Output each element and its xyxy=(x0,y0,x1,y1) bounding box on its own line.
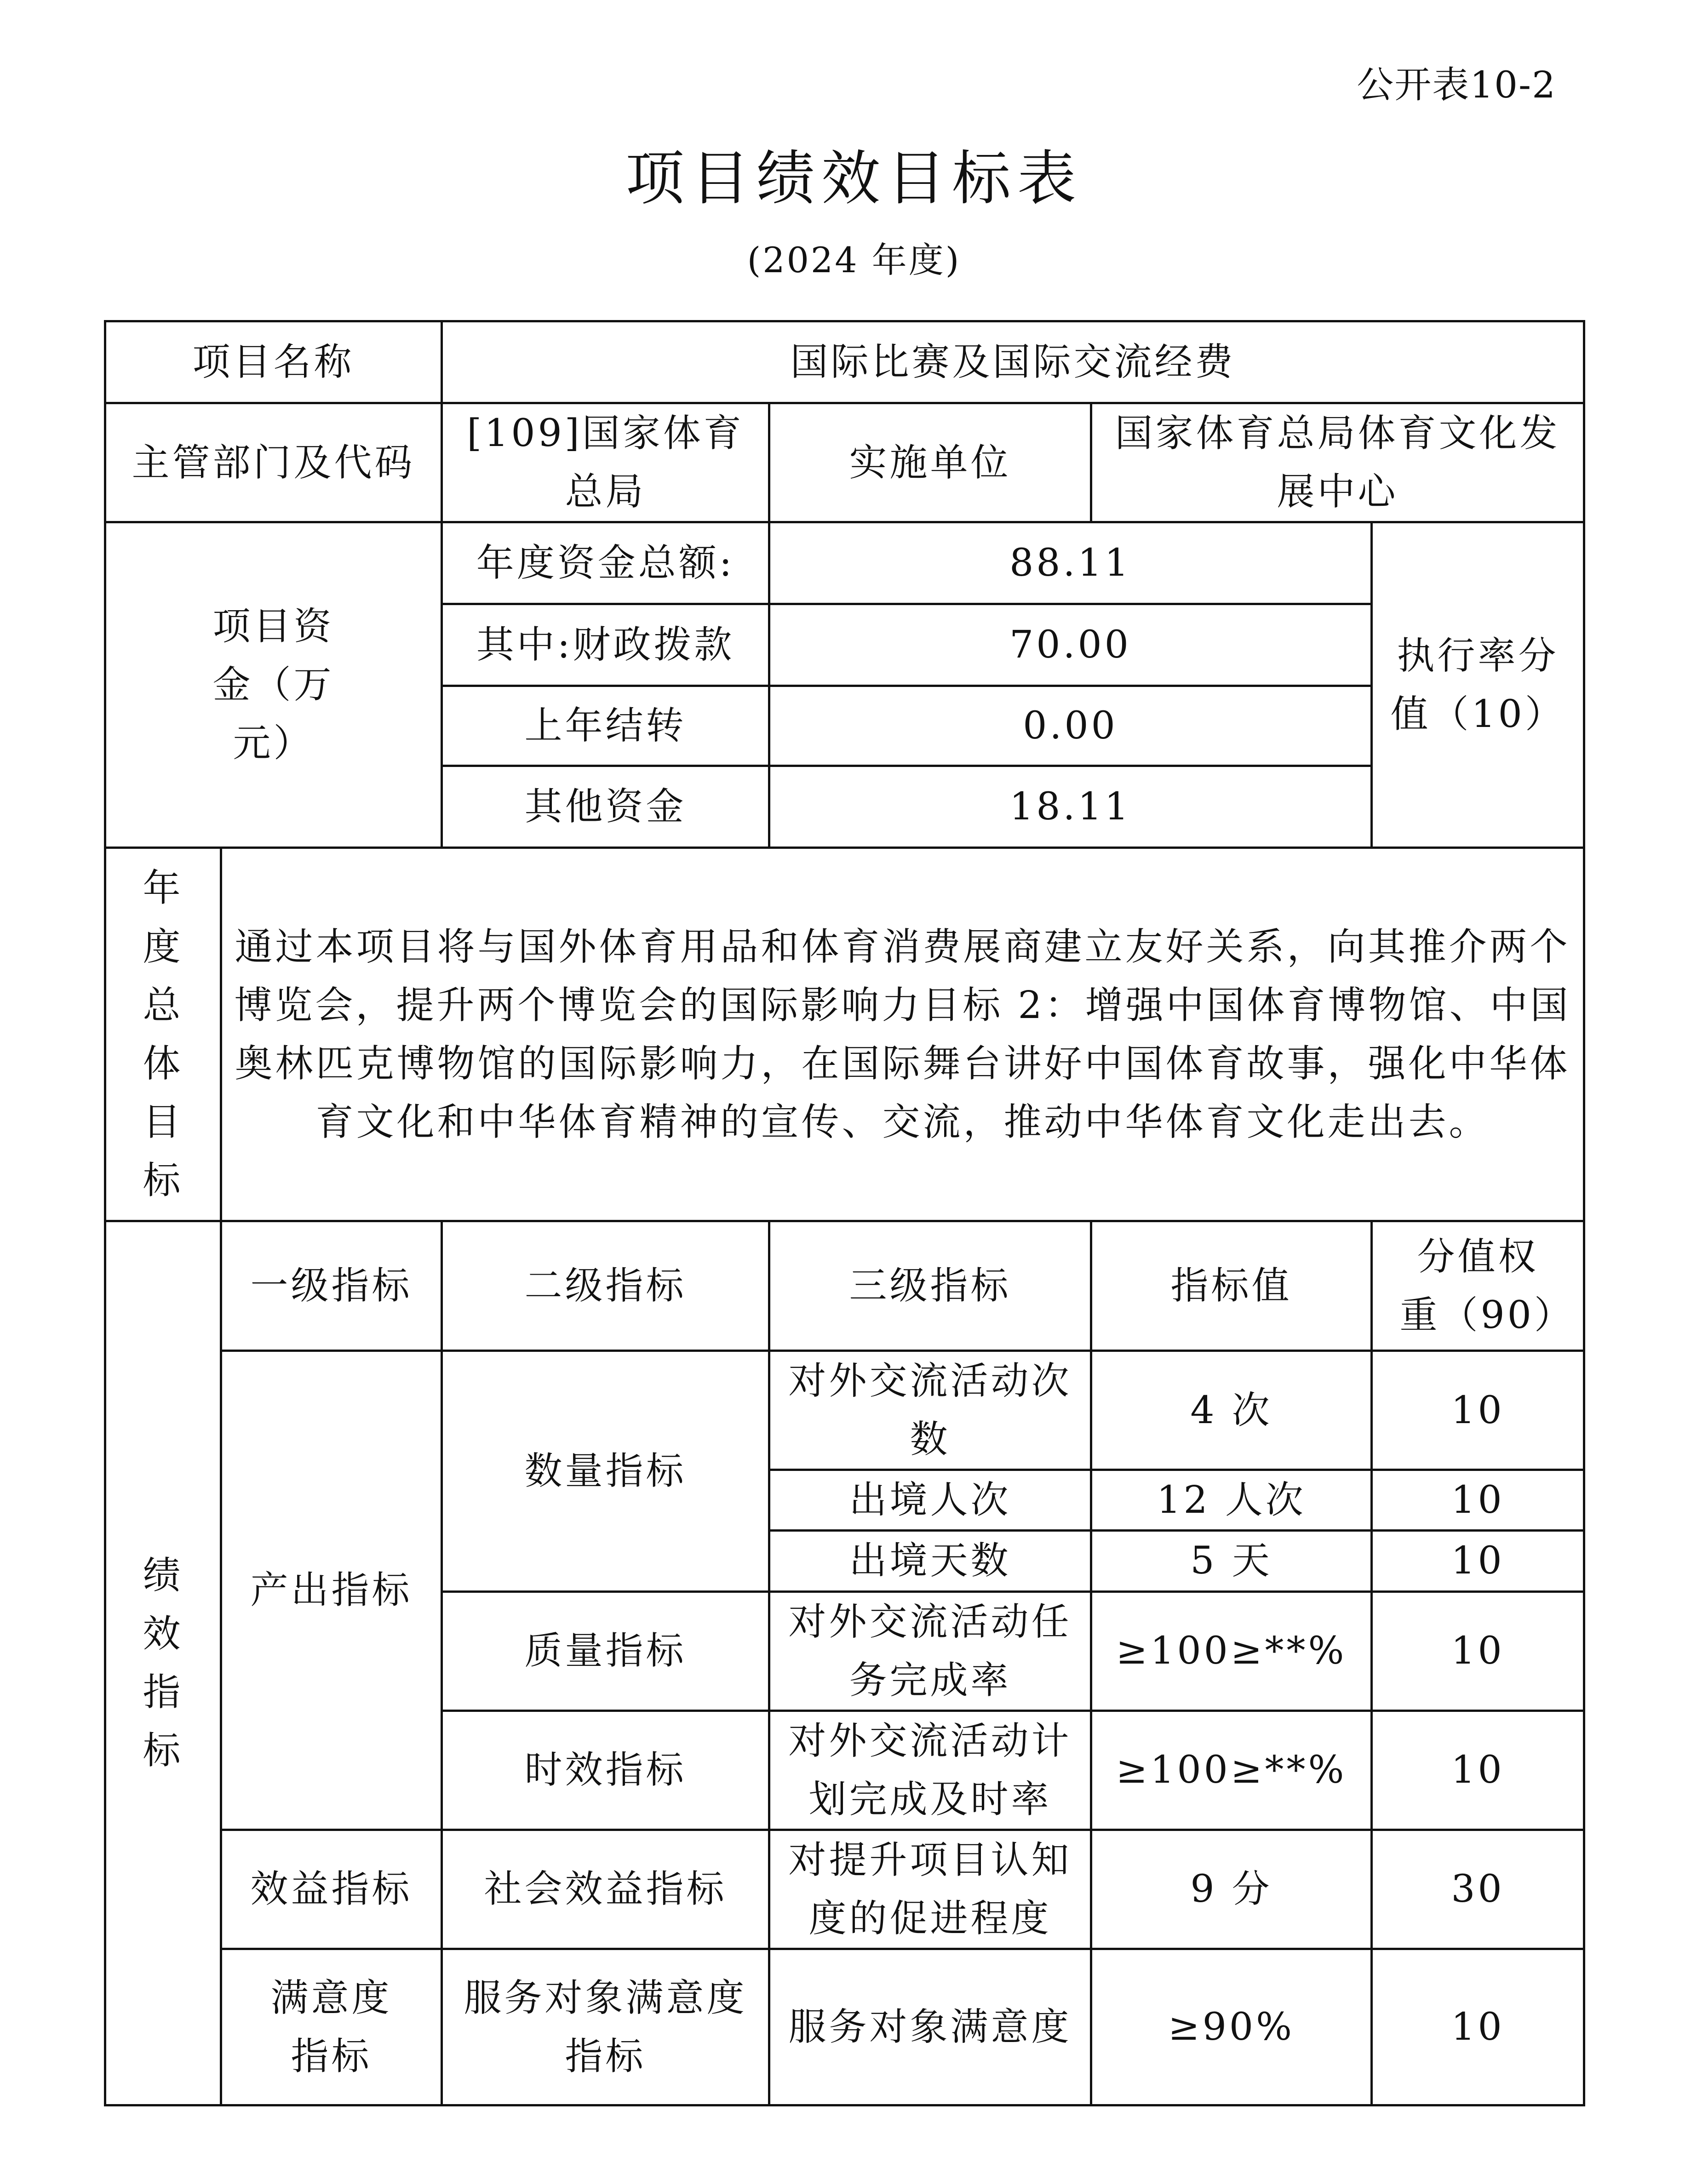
table-row xyxy=(105,1351,1584,1470)
level2-quantity: 数量指标 xyxy=(442,1351,769,1591)
funds-carryover-label: 上年结转 xyxy=(442,686,769,766)
form-code-label: 公开表10-2 xyxy=(1357,63,1556,106)
indicator-name: 对外交流活动任务完成率 xyxy=(769,1591,1091,1710)
indicator-weight: 10 xyxy=(1372,1531,1584,1591)
page-title: 项目绩效目标表 xyxy=(625,144,1083,213)
fiscal-year: (2024 年度) xyxy=(747,240,961,280)
indicator-value: 12 人次 xyxy=(1091,1470,1372,1531)
indicator-weight: 10 xyxy=(1372,1351,1584,1470)
indicator-section-label: 绩效指标 xyxy=(105,1221,221,2105)
header-level2: 二级指标 xyxy=(442,1221,769,1351)
header-level3: 三级指标 xyxy=(769,1221,1091,1351)
indicator-value: ≥100≥**% xyxy=(1091,1591,1372,1710)
project-name-label: 项目名称 xyxy=(105,321,442,403)
level2-service: 服务对象满意度指标 xyxy=(442,1949,769,2105)
implementing-unit-label: 实施单位 xyxy=(769,403,1091,522)
header-level1: 一级指标 xyxy=(221,1221,442,1351)
indicator-name: 服务对象满意度 xyxy=(769,1949,1091,2105)
indicator-name: 对外交流活动次数 xyxy=(769,1351,1091,1470)
department-row xyxy=(105,403,1584,522)
funds-fiscal-value: 70.00 xyxy=(769,604,1372,686)
department-label: 主管部门及代码 xyxy=(105,403,442,522)
header-value: 指标值 xyxy=(1091,1221,1372,1351)
header-weight: 分值权重（90） xyxy=(1372,1221,1584,1351)
level2-quality: 质量指标 xyxy=(442,1591,769,1710)
funds-fiscal-label: 其中:财政拨款 xyxy=(442,604,769,686)
indicator-name: 出境天数 xyxy=(769,1531,1091,1591)
indicator-name: 出境人次 xyxy=(769,1470,1091,1531)
indicator-value: 5 天 xyxy=(1091,1531,1372,1591)
funds-other-value: 18.11 xyxy=(769,766,1372,848)
funds-total-row xyxy=(105,522,1584,604)
indicator-header-row xyxy=(105,1221,1584,1351)
level1-benefit: 效益指标 xyxy=(221,1830,442,1949)
goal-label: 年度总体目标 xyxy=(105,848,221,1221)
table-row xyxy=(105,1830,1584,1949)
indicator-weight: 10 xyxy=(1372,1710,1584,1830)
project-name-value: 国际比赛及国际交流经费 xyxy=(442,321,1584,403)
project-name-row xyxy=(105,321,1584,403)
indicator-weight: 10 xyxy=(1372,1470,1584,1531)
goal-row xyxy=(105,848,1584,1221)
execution-rate-label: 执行率分值（10） xyxy=(1372,522,1584,848)
indicator-name: 对外交流活动计划完成及时率 xyxy=(769,1710,1091,1830)
indicator-value: ≥90% xyxy=(1091,1949,1372,2105)
funds-other-label: 其他资金 xyxy=(442,766,769,848)
level1-output: 产出指标 xyxy=(221,1351,442,1830)
performance-table xyxy=(104,320,1585,2106)
indicator-weight: 30 xyxy=(1372,1830,1584,1949)
indicator-weight: 10 xyxy=(1372,1591,1584,1710)
goal-text: 通过本项目将与国外体育用品和体育消费展商建立友好关系，向其推介两个博览会，提升两个博览会的国际影响力目标 2：增强中国体育博物馆、中国奥林匹克博物馆的国际影响力，在国际舞台讲好中国体育故事，强化中华体育文化和中华体育精神的宣传、交流，推动中华体育文化走出去。 xyxy=(221,848,1584,1221)
level2-timeliness: 时效指标 xyxy=(442,1710,769,1830)
funds-label: 项目资金（万元） xyxy=(105,522,442,848)
funds-carryover-value: 0.00 xyxy=(769,686,1372,766)
indicator-value: 9 分 xyxy=(1091,1830,1372,1949)
department-value: [109]国家体育总局 xyxy=(442,403,769,522)
implementing-unit-value: 国家体育总局体育文化发展中心 xyxy=(1091,403,1584,522)
funds-total-value: 88.11 xyxy=(769,522,1372,604)
indicator-name: 对提升项目认知度的促进程度 xyxy=(769,1830,1091,1949)
funds-total-label: 年度资金总额: xyxy=(442,522,769,604)
indicator-weight: 10 xyxy=(1372,1949,1584,2105)
level1-satisfaction: 满意度指标 xyxy=(221,1949,442,2105)
table-row xyxy=(105,1949,1584,2105)
indicator-value: ≥100≥**% xyxy=(1091,1710,1372,1830)
indicator-value: 4 次 xyxy=(1091,1351,1372,1470)
level2-social: 社会效益指标 xyxy=(442,1830,769,1949)
